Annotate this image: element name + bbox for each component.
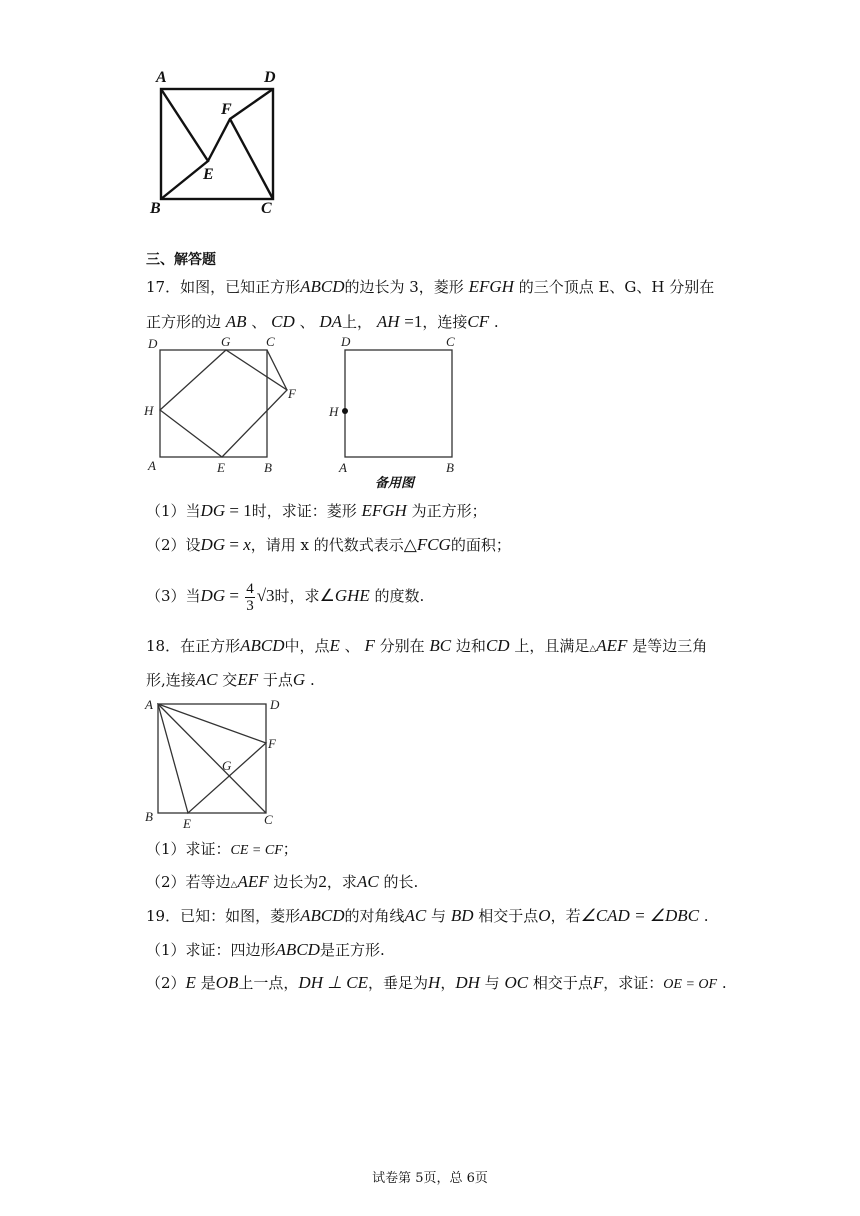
label-C: C: [266, 334, 275, 349]
label-B: B: [446, 460, 454, 475]
label-F: F: [288, 386, 296, 401]
label-A: A: [148, 458, 156, 473]
label-C: C: [446, 334, 455, 349]
label-D: D: [264, 69, 276, 86]
q17-line2: 正方形的边 AB 、 CD 、 DA上， AH =1，连接CF .: [146, 312, 499, 331]
figure-16-square: [140, 65, 290, 225]
q17-part3: （3）当DG = $\frac{4}{3}$ √3时，求∠GHE 的度数.: [146, 580, 425, 614]
fraction: $\frac{4}{3}$: [246, 580, 254, 614]
backup-figure-caption: 备用图: [375, 475, 415, 490]
label-D: D: [341, 334, 351, 349]
q17-part2: （2）设DG = x，请用 x 的代数式表示△FCG的面积；: [146, 535, 511, 554]
q18-part2: （2）若等边△AEF 边长为2，求AC 的长.: [146, 872, 419, 891]
q19-part1: （1）求证：四边形ABCD是正方形.: [146, 940, 385, 959]
q17-part1: （1）当DG = 1时，求证：菱形 EFGH 为正方形；: [146, 501, 487, 520]
label-C: C: [264, 812, 273, 827]
label-G: G: [222, 758, 232, 773]
label-B: B: [150, 200, 161, 217]
label-A: A: [145, 697, 153, 712]
label-E: E: [203, 166, 214, 183]
label-E: E: [183, 816, 191, 831]
label-A: A: [156, 69, 167, 86]
label-G: G: [221, 334, 231, 349]
figure-18-square: [140, 690, 290, 835]
label-A: A: [339, 460, 347, 475]
q18-line2: 形,连接AC 交EF 于点G .: [146, 670, 315, 689]
figure-17-main: [140, 330, 310, 480]
label-B: B: [264, 460, 272, 475]
label-E: E: [217, 460, 225, 475]
label-H: H: [144, 403, 154, 418]
label-D: D: [270, 697, 280, 712]
label-D: D: [148, 336, 158, 351]
section-title: 三、解答题: [146, 252, 216, 268]
label-B: B: [145, 809, 153, 824]
label-H: H: [329, 404, 339, 419]
q18-part1: （1）求证：CE = CF；: [146, 840, 298, 858]
q19-part2: （2）E 是OB上一点，DH ⊥ CE，垂足为H，DH 与 OC 相交于点F，求证：OE = OF .: [146, 973, 727, 992]
label-F: F: [221, 101, 232, 118]
label-C: C: [261, 200, 272, 217]
q19-line1: 19．已知：如图，菱形ABCD的对角线AC 与 BD 相交于点O，若∠CAD = ∠DBC .: [146, 906, 709, 925]
q17-line1: 17．如图，已知正方形ABCD的边长为 3，菱形 EFGH 的三个顶点 E、G、H 分别在: [146, 277, 715, 296]
page-footer: 试卷第 5页，总 6页: [372, 1171, 488, 1186]
q18-line1: 18．在正方形ABCD中，点E 、 F 分别在 BC 边和CD 上，且满足△AEF 是等边三角: [146, 636, 708, 655]
label-F: F: [268, 736, 276, 751]
figure-17-backup: [325, 330, 475, 490]
